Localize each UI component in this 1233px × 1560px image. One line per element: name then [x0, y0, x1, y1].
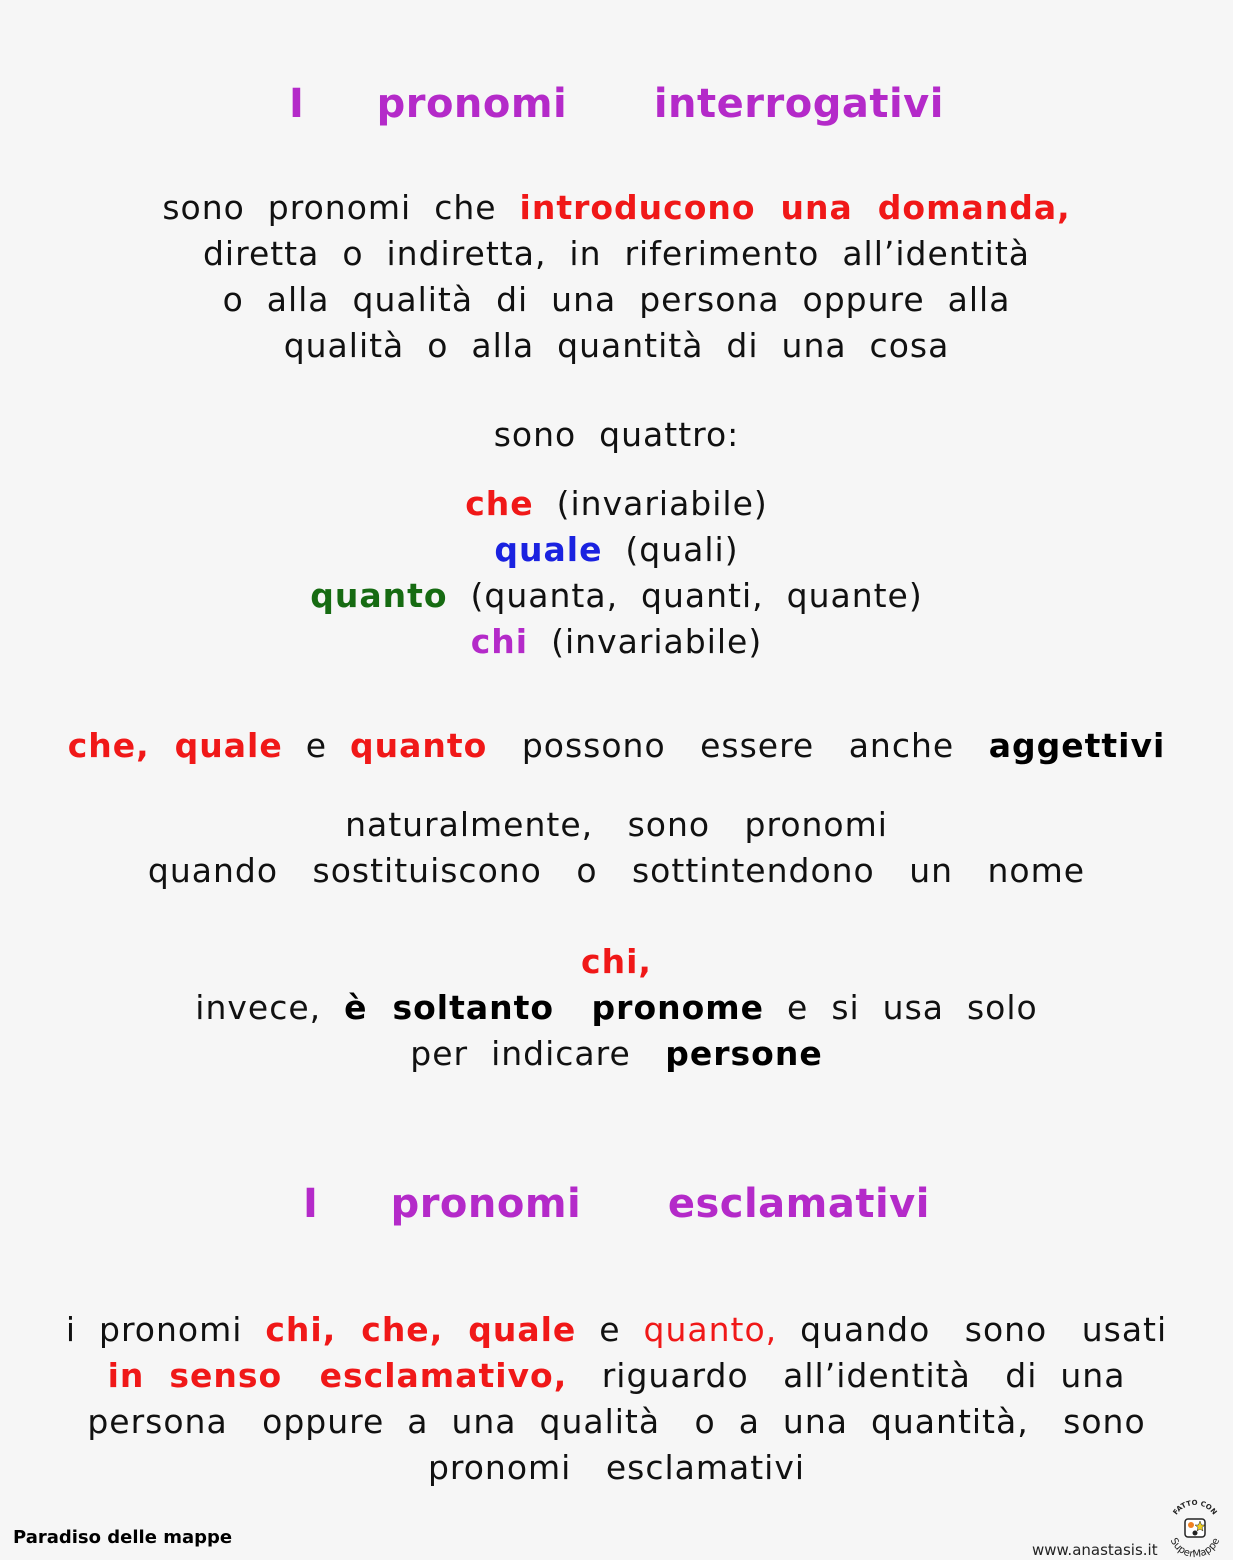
adjectives-note: [0, 726, 1233, 766]
supermappe-logo: [1163, 1497, 1227, 1559]
highlight-words: chi, che, quale: [265, 1310, 577, 1349]
highlight-word: quanto,: [643, 1310, 778, 1349]
pronoun-quanto: [0, 576, 1233, 616]
section-title-interrogativi: [0, 80, 1233, 128]
highlight-words: in senso esclamativo,: [107, 1356, 568, 1395]
pronoun-word: quale: [494, 530, 603, 569]
definition-highlight: introducono una domanda,: [519, 188, 1071, 227]
text: e si usa solo: [764, 988, 1038, 1027]
footer-website: www.anastasis.it: [1032, 1541, 1158, 1559]
definition-text: sono pronomi che: [162, 188, 520, 227]
chi-note-line-2: [0, 988, 1233, 1028]
logo-dot: [1188, 1522, 1194, 1528]
logo-bottom-text: SuperMappe: [1167, 1536, 1223, 1559]
definition-line-2: diretta o indiretta, in riferimento all’identità: [202, 234, 1030, 273]
note-text: possono essere anche: [487, 726, 989, 765]
pronoun-forms: (invariabile): [528, 622, 763, 661]
text: per indicare: [410, 1034, 666, 1073]
esclamativi-line-1: [0, 1310, 1233, 1350]
text: invece,: [195, 988, 345, 1027]
connector: e: [282, 726, 351, 765]
count-label: sono quattro:: [493, 415, 740, 454]
bold-word: aggettivi: [988, 726, 1166, 765]
section-title-esclamativi: [0, 1180, 1233, 1228]
naturally-line-2: quando sostituiscono o sottintendono un nome: [147, 851, 1086, 890]
connector: e: [576, 1310, 644, 1349]
footer-credit: Paradiso delle mappe: [13, 1527, 233, 1548]
esclamativi-line-4: pronomi esclamativi: [427, 1448, 806, 1487]
logo-top-text: FATTO CON: [1171, 1498, 1219, 1517]
pronoun-word: che: [465, 484, 534, 523]
chi-note-line-3: [0, 1034, 1233, 1074]
svg-text:FATTO CON: [1172, 1499, 1219, 1517]
text: riguardo all’identità di una: [567, 1356, 1126, 1395]
esclamativi-line-3: persona oppure a una qualità o a una quantità, sono: [87, 1402, 1146, 1441]
bold-text: persone: [665, 1034, 823, 1073]
esclamativi-line-2: [0, 1356, 1233, 1396]
text: quando sono usati: [777, 1310, 1168, 1349]
svg-text:SuperMappe: [1168, 1536, 1223, 1559]
pronoun-forms: (invariabile): [533, 484, 768, 523]
title-word-3: esclamativi: [667, 1181, 930, 1227]
chi-word: chi,: [581, 942, 652, 981]
definition-line-4: qualità o alla quantità di una cosa: [283, 326, 950, 365]
title-word-2: pronomi: [376, 81, 568, 127]
title-word-3: interrogativi: [653, 81, 944, 127]
title-word-1: I: [289, 81, 305, 127]
chi-note-head: [0, 942, 1233, 982]
pronoun-chi: [0, 622, 1233, 662]
paw-icon: [1193, 1531, 1198, 1536]
naturally-line-1: naturalmente, sono pronomi: [345, 805, 888, 844]
highlight-word: quanto: [350, 726, 488, 765]
text: i pronomi: [65, 1310, 266, 1349]
pronoun-word: chi: [470, 622, 529, 661]
title-word-1: I: [303, 1181, 319, 1227]
pronoun-quale: [0, 530, 1233, 570]
bold-text: è soltanto pronome: [344, 988, 765, 1027]
pronoun-che: [0, 484, 1233, 524]
definition-line-1: [0, 188, 1233, 228]
highlight-words: che, quale: [67, 726, 283, 765]
definition-line-3: o alla qualità di una persona oppure alla: [222, 280, 1011, 319]
pronoun-word: quanto: [310, 576, 448, 615]
pronoun-forms: (quali): [602, 530, 739, 569]
pronoun-forms: (quanta, quanti, quante): [447, 576, 923, 615]
title-word-2: pronomi: [390, 1181, 582, 1227]
